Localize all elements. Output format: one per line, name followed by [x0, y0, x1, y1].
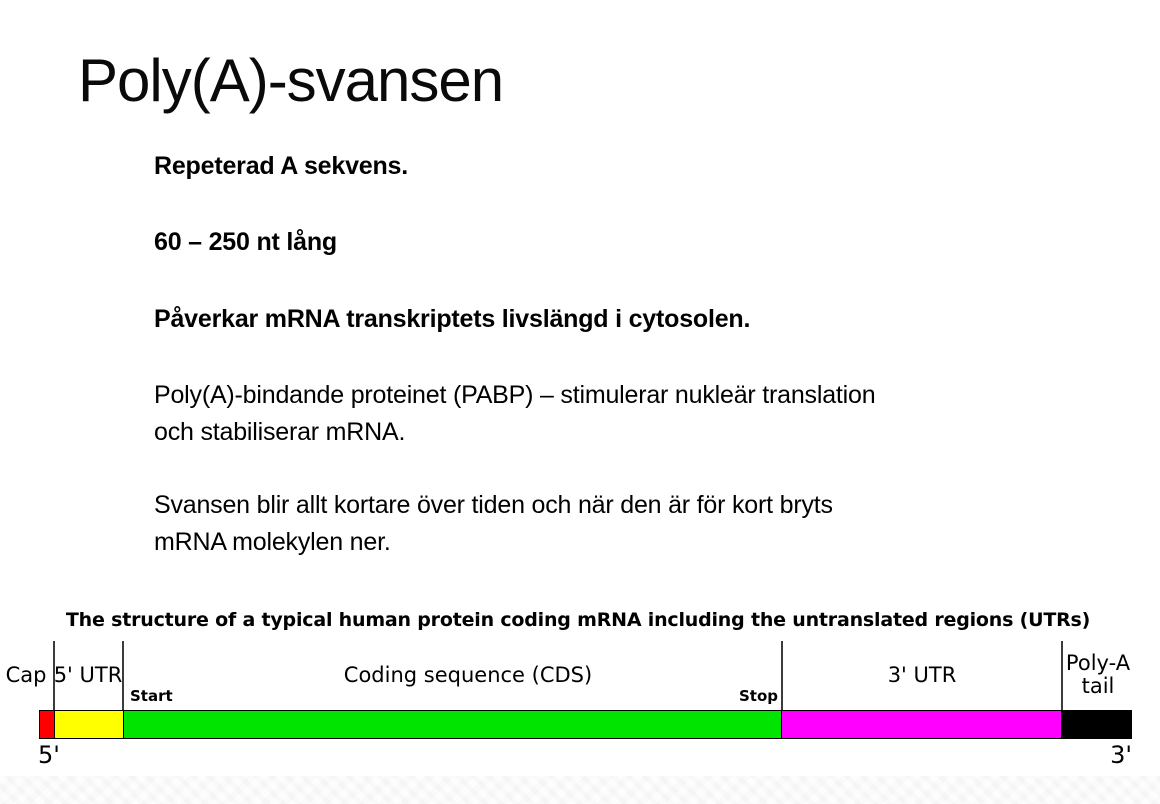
- bullet-lifespan: Påverkar mRNA transkriptets livslängd i cytosolen.: [154, 305, 751, 333]
- bullet-shortening-line2: mRNA molekylen ner.: [154, 528, 391, 556]
- bottom-texture-band: [0, 776, 1160, 804]
- label-start-codon: Start: [130, 687, 173, 705]
- segment-polya-tail: [1061, 711, 1131, 738]
- label-5utr: 5' UTR: [53, 663, 123, 687]
- diagram-title: The structure of a typical human protein coding mRNA including the untranslated regions (UTRs): [65, 609, 1091, 631]
- mrna-structure-bar: [39, 710, 1132, 739]
- label-5-prime: 5': [38, 741, 60, 769]
- boundary-line-3utr-polya: [1061, 641, 1063, 710]
- label-cap: Cap: [5, 663, 47, 687]
- label-stop-codon: Stop: [738, 687, 778, 705]
- segment-5utr: [54, 711, 123, 738]
- bullet-shortening-line1: Svansen blir allt kortare över tiden och när den är för kort bryts: [154, 491, 833, 519]
- label-cds: Coding sequence (CDS): [343, 663, 593, 687]
- boundary-line-cds-3utr: [781, 641, 783, 710]
- bullet-repeated-a-sequence: Repeterad A sekvens.: [154, 152, 408, 180]
- segment-cds: [123, 711, 781, 738]
- slide-title: Poly(A)-svansen: [78, 47, 504, 114]
- segment-cap: [40, 711, 54, 738]
- label-polya-line2: tail: [1081, 674, 1115, 698]
- label-polya-tail: [1066, 652, 1130, 698]
- bullet-pabp-line1: Poly(A)-bindande proteinet (PABP) – stimulerar nukleär translation: [154, 381, 876, 409]
- label-polya-line1: Poly-A: [1065, 651, 1131, 675]
- label-3-prime: 3': [1110, 741, 1132, 769]
- segment-3utr: [781, 711, 1061, 738]
- label-3utr: 3' UTR: [887, 663, 957, 687]
- bullet-length: 60 – 250 nt lång: [154, 228, 337, 256]
- bullet-pabp-line2: och stabiliserar mRNA.: [154, 418, 406, 446]
